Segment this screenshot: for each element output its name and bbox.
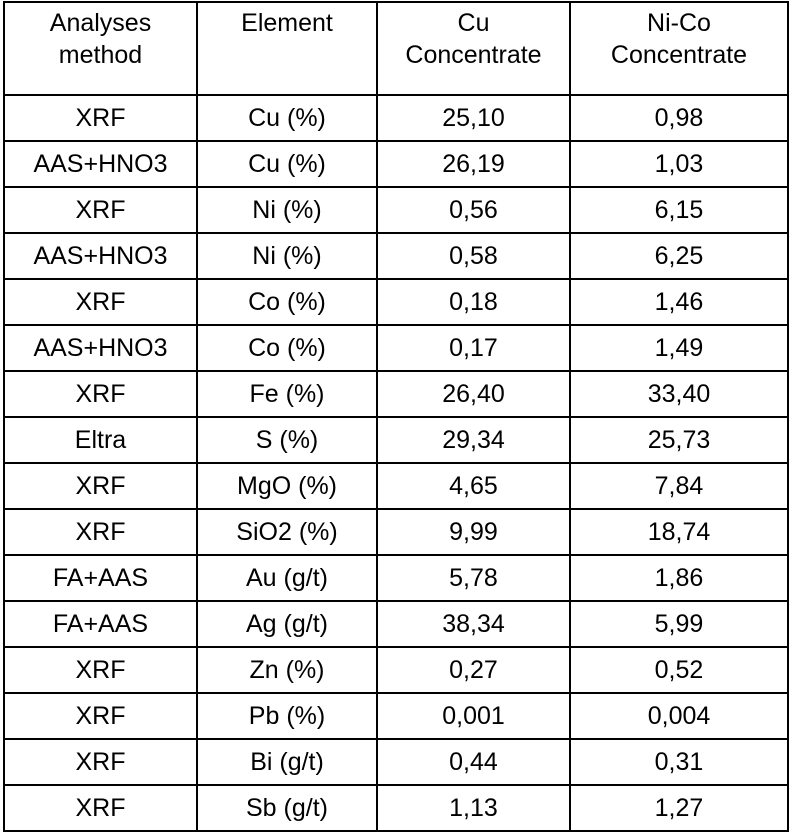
cell-element: Co (%) [197,279,377,325]
cell-cu-concentrate: 0,27 [377,647,570,693]
table-row [4,187,788,233]
cell-nico-concentrate: 1,03 [570,141,788,187]
cell-analyses-method: XRF [4,95,197,141]
table-row [4,233,788,279]
table-row [4,509,788,555]
cell-element: Pb (%) [197,693,377,739]
table-header-row [4,2,788,95]
table-body [4,95,788,831]
cell-element: S (%) [197,417,377,463]
cell-element: Cu (%) [197,141,377,187]
cell-nico-concentrate: 5,99 [570,601,788,647]
header-cu-concentrate [377,2,570,95]
cell-cu-concentrate: 0,56 [377,187,570,233]
cell-nico-concentrate: 18,74 [570,509,788,555]
cell-nico-concentrate: 0,98 [570,95,788,141]
cell-cu-concentrate: 1,13 [377,785,570,831]
cell-element: Ag (g/t) [197,601,377,647]
cell-element: Ni (%) [197,187,377,233]
header-nico-concentrate [570,2,788,95]
cell-cu-concentrate: 0,58 [377,233,570,279]
cell-cu-concentrate: 0,44 [377,739,570,785]
cell-cu-concentrate: 26,40 [377,371,570,417]
table-row [4,693,788,739]
cell-cu-concentrate: 0,18 [377,279,570,325]
header-method-line-2: method [58,41,143,69]
table-row [4,417,788,463]
cell-nico-concentrate: 33,40 [570,371,788,417]
header-element [197,2,377,95]
cell-analyses-method: XRF [4,463,197,509]
cell-cu-concentrate: 5,78 [377,555,570,601]
cell-cu-concentrate: 38,34 [377,601,570,647]
cell-nico-concentrate: 1,49 [570,325,788,371]
cell-nico-concentrate: 6,25 [570,233,788,279]
cell-cu-concentrate: 0,001 [377,693,570,739]
cell-nico-concentrate: 0,004 [570,693,788,739]
cell-analyses-method: XRF [4,279,197,325]
cell-element: SiO2 (%) [197,509,377,555]
table-row [4,555,788,601]
cell-analyses-method: FA+AAS [4,555,197,601]
table-row [4,95,788,141]
cell-nico-concentrate: 1,46 [570,279,788,325]
cell-nico-concentrate: 0,31 [570,739,788,785]
cell-analyses-method: XRF [4,739,197,785]
cell-nico-concentrate: 1,86 [570,555,788,601]
header-method-line-1: Analyses [49,9,152,37]
table-row [4,325,788,371]
cell-analyses-method: FA+AAS [4,601,197,647]
table-row [4,739,788,785]
cell-element: Cu (%) [197,95,377,141]
cell-analyses-method: XRF [4,647,197,693]
cell-element: Sb (g/t) [197,785,377,831]
cell-analyses-method: XRF [4,785,197,831]
cell-analyses-method: AAS+HNO3 [4,325,197,371]
table-row [4,601,788,647]
table-row [4,371,788,417]
cell-cu-concentrate: 4,65 [377,463,570,509]
cell-cu-concentrate: 9,99 [377,509,570,555]
table-row [4,463,788,509]
cell-element: MgO (%) [197,463,377,509]
cell-element: Co (%) [197,325,377,371]
header-nico-line-2: Concentrate [610,41,748,69]
cell-nico-concentrate: 7,84 [570,463,788,509]
cell-nico-concentrate: 6,15 [570,187,788,233]
cell-cu-concentrate: 0,17 [377,325,570,371]
cell-analyses-method: XRF [4,371,197,417]
header-cu-line-2: Concentrate [405,41,542,69]
cell-analyses-method: XRF [4,187,197,233]
cell-analyses-method: Eltra [4,417,197,463]
header-analyses-method [4,2,197,95]
cell-element: Zn (%) [197,647,377,693]
table-row [4,647,788,693]
header-nico-line-1: Ni-Co [647,9,711,37]
cell-element: Fe (%) [197,371,377,417]
cell-nico-concentrate: 0,52 [570,647,788,693]
cell-cu-concentrate: 26,19 [377,141,570,187]
cell-analyses-method: XRF [4,509,197,555]
table-row [4,279,788,325]
cell-analyses-method: XRF [4,693,197,739]
cell-analyses-method: AAS+HNO3 [4,141,197,187]
cell-element: Ni (%) [197,233,377,279]
header-cu-line-1: Cu [457,9,490,37]
cell-nico-concentrate: 25,73 [570,417,788,463]
header-element-line-1: Element [241,9,333,37]
cell-cu-concentrate: 25,10 [377,95,570,141]
analysis-results-table [3,1,789,832]
table-row [4,141,788,187]
cell-cu-concentrate: 29,34 [377,417,570,463]
table-row [4,785,788,831]
cell-analyses-method: AAS+HNO3 [4,233,197,279]
cell-nico-concentrate: 1,27 [570,785,788,831]
cell-element: Au (g/t) [197,555,377,601]
cell-element: Bi (g/t) [197,739,377,785]
